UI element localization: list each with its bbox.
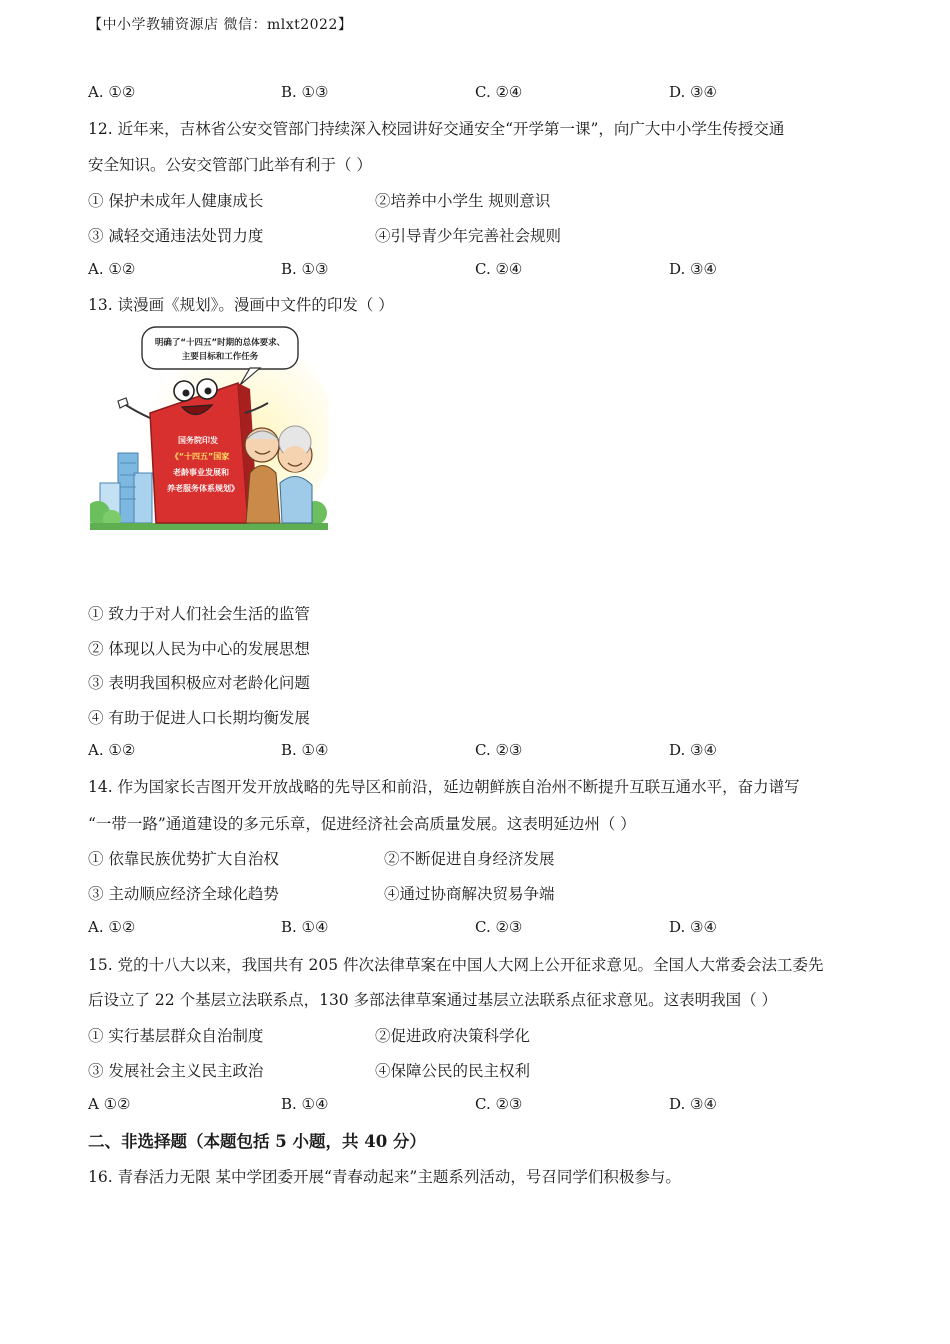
option-c[interactable]: C. ②③	[475, 1095, 523, 1113]
q14-item-2: ②不断促进自身经济发展	[384, 850, 555, 868]
q13-options	[88, 741, 788, 761]
q11-options	[88, 83, 788, 103]
q12-item-3: ③ 减轻交通违法处罚力度	[88, 227, 264, 245]
q12-item-1: ① 保护未成年人健康成长	[88, 192, 264, 210]
book-text-3: 老龄事业发展和	[173, 468, 229, 477]
q15-options	[88, 1095, 788, 1115]
option-d[interactable]: D. ③④	[669, 1095, 717, 1113]
book-text-2: 《“十四五”国家	[170, 452, 230, 461]
book-text-4: 养老服务体系规划》	[167, 484, 239, 493]
option-b[interactable]: B. ①③	[281, 260, 329, 278]
option-c[interactable]: C. ②④	[475, 260, 523, 278]
option-b[interactable]: B. ①③	[281, 83, 329, 101]
bubble-text-1: 明确了“十四五”时期的总体要求、	[154, 338, 286, 348]
option-a[interactable]: A ①②	[88, 1095, 131, 1113]
q15-item-1: ① 实行基层群众自治制度	[88, 1027, 264, 1045]
q13-item-2: ② 体现以人民为中心的发展思想	[88, 640, 310, 658]
q15-stem-line2: 后设立了 22 个基层立法联系点，130 多部法律草案通过基层立法联系点征求意见。这表明我国（ ）	[88, 991, 778, 1009]
q12-item-2: ②培养中小学生 规则意识	[375, 192, 551, 210]
option-c[interactable]: C. ②③	[475, 741, 523, 759]
q16-stem: 16. 青春活力无限 某中学团委开展“青春动起来”主题系列活动，号召同学们积极参与。	[88, 1168, 681, 1186]
q13-item-4: ④ 有助于促进人口长期均衡发展	[88, 709, 310, 727]
option-c[interactable]: C. ②③	[475, 918, 523, 936]
option-a[interactable]: A. ①②	[88, 260, 136, 278]
section-heading: 二、非选择题（本题包括 5 小题，共 40 分）	[88, 1132, 426, 1151]
q12-stem-line2: 安全知识。公安交管部门此举有利于（ ）	[88, 156, 372, 174]
planning-cartoon	[90, 323, 328, 530]
q14-item-4: ④通过协商解决贸易争端	[384, 885, 555, 903]
q12-options	[88, 260, 788, 280]
q13-item-1: ① 致力于对人们社会生活的监管	[88, 605, 310, 623]
book-text-1: 国务院印发	[178, 436, 218, 445]
option-d[interactable]: D. ③④	[669, 260, 717, 278]
q13-item-3: ③ 表明我国积极应对老龄化问题	[88, 674, 310, 692]
q15-stem-line1: 15. 党的十八大以来，我国共有 205 件次法律草案在中国人大网上公开征求意见。全国人大常委会法工委先	[88, 956, 824, 974]
option-a[interactable]: A. ①②	[88, 918, 136, 936]
option-b[interactable]: B. ①④	[281, 1095, 329, 1113]
source-note: 【中小学教辅资源店 微信：mlxt2022】	[88, 17, 353, 33]
q12-stem-line1: 12. 近年来，吉林省公安交管部门持续深入校园讲好交通安全“开学第一课”，向广大中小学生传授交通	[88, 120, 785, 138]
option-a[interactable]: A. ①②	[88, 741, 136, 759]
option-d[interactable]: D. ③④	[669, 918, 717, 936]
q14-item-3: ③ 主动顺应经济全球化趋势	[88, 885, 279, 903]
q13-stem: 13. 读漫画《规划》。漫画中文件的印发（ ）	[88, 296, 394, 314]
q14-stem-line1: 14. 作为国家长吉图开发开放战略的先导区和前沿，延边朝鲜族自治州不断提升互联互通水平，奋力谱写	[88, 778, 800, 796]
option-c[interactable]: C. ②④	[475, 83, 523, 101]
option-b[interactable]: B. ①④	[281, 741, 329, 759]
option-d[interactable]: D. ③④	[669, 741, 717, 759]
bubble-text-2: 主要目标和工作任务	[181, 352, 259, 362]
q15-item-4: ④保障公民的民主权利	[375, 1062, 531, 1080]
q14-item-1: ① 依靠民族优势扩大自治权	[88, 850, 279, 868]
q14-options	[88, 918, 788, 938]
q14-stem-line2: “一带一路”通道建设的多元乐章，促进经济社会高质量发展。这表明延边州（ ）	[88, 815, 636, 833]
option-a[interactable]: A. ①②	[88, 83, 136, 101]
q15-item-2: ②促进政府决策科学化	[375, 1027, 531, 1045]
q12-item-4: ④引导青少年完善社会规则	[375, 227, 562, 245]
q15-item-3: ③ 发展社会主义民主政治	[88, 1062, 264, 1080]
option-b[interactable]: B. ①④	[281, 918, 329, 936]
option-d[interactable]: D. ③④	[669, 83, 717, 101]
